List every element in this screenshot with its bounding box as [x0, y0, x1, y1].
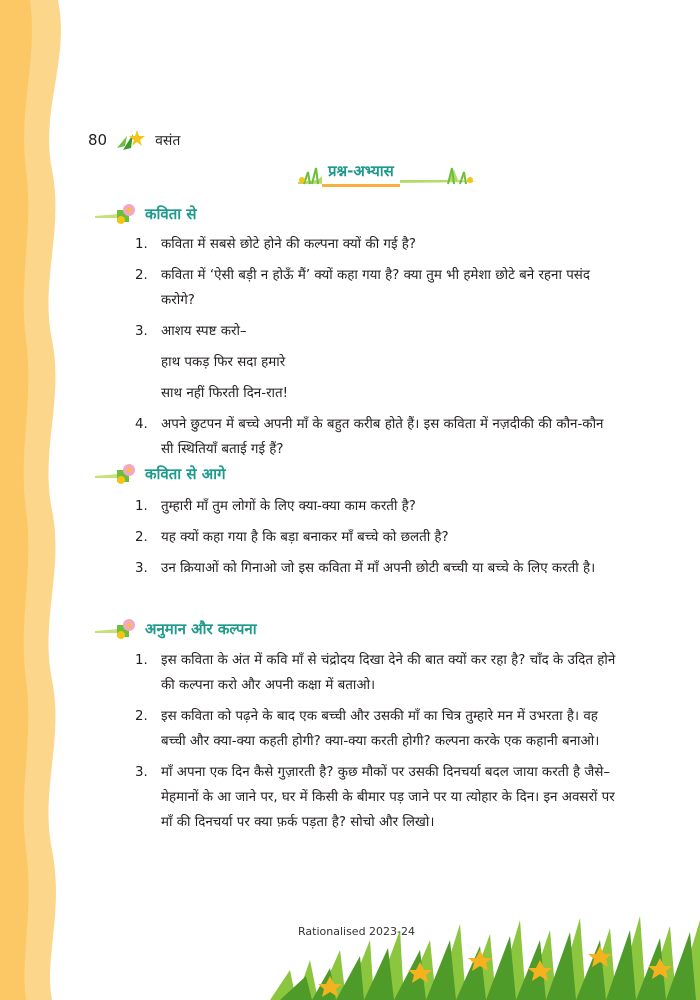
decorative-wave-band — [0, 0, 70, 1000]
main-title-banner — [300, 158, 460, 190]
question-text: माँ अपना एक दिन कैसे गुज़ारती है? कुछ मौकों पर उसकी दिनचर्या बदल जाया करती है जैसे–मेहमानों के आ जाने पर, घर में किसी के बीमार पड़ जाने पर या त्योहार के दिन। इन अवसरों पर माँ की दिनचर्या पर क्या फ़र्क पड़ता है? सोचो और लिखो। — [161, 765, 615, 830]
question-number: 4. — [135, 417, 148, 432]
question-number: 2. — [135, 709, 148, 724]
question-item — [135, 263, 619, 313]
question-number: 3. — [135, 765, 148, 780]
verse-line: हाथ पकड़ फिर सदा हमारे — [161, 355, 286, 370]
question-number: 1. — [135, 499, 148, 514]
grass-flowers-decoration — [270, 910, 700, 1000]
question-number: 2. — [135, 268, 148, 283]
section-title: कविता से — [145, 205, 197, 223]
question-text: कविता में ‘ऐसी बड़ी न होऊँ मैं’ क्यों कहा गया है? क्या तुम भी हमेशा छोटे बने रहना पसंद करोगे? — [161, 268, 590, 308]
question-text: इस कविता के अंत में कवि माँ से चंद्रोदय दिखा देने की बात क्यों कर रहा है? चाँद के उदित होने की कल्पना करो और अपनी कक्षा में बताओ। — [161, 653, 616, 693]
question-list-kavita-se — [135, 232, 619, 468]
question-number: 2. — [135, 530, 148, 545]
question-text: आशय स्पष्ट करो– — [161, 324, 247, 339]
question-list-anumaan-aur-kalpana — [135, 648, 619, 841]
verse-line: साथ नहीं फिरती दिन-रात! — [161, 386, 289, 401]
question-text: इस कविता को पढ़ने के बाद एक बच्ची और उसकी माँ का चित्र तुम्हारे मन में उभरता है। वह बच्ची और क्या-क्या कहती होगी? क्या-क्या करती होगी? कल्पना करके एक कहानी बनाओ। — [161, 709, 600, 749]
question-number: 1. — [135, 237, 148, 252]
section-heading-kavita-se-aage — [95, 462, 226, 486]
question-number: 3. — [135, 561, 148, 576]
rationalised-footer: Rationalised 2023-24 — [298, 925, 416, 938]
question-text: अपने छुटपन में बच्चे अपनी माँ के बहुत करीब होते हैं। इस कविता में नज़दीकी की कौन-कौन सी स्थितियाँ बताई गई हैं? — [161, 417, 604, 457]
main-title: प्रश्न-अभ्यास — [322, 158, 400, 187]
question-item — [135, 319, 619, 344]
question-item — [135, 760, 619, 835]
section-title: कविता से आगे — [145, 465, 226, 483]
question-text: यह क्यों कहा गया है कि बड़ा बनाकर माँ बच्चे को छलती है? — [161, 530, 449, 545]
section-title: अनुमान और कल्पना — [145, 620, 257, 638]
question-item — [135, 525, 619, 550]
question-number: 3. — [135, 324, 148, 339]
question-item — [135, 412, 619, 462]
book-name: वसंत — [155, 132, 181, 149]
page-header — [88, 128, 180, 152]
question-item — [135, 648, 619, 698]
flower-bunch-icon — [95, 202, 141, 226]
flower-bunch-icon — [95, 462, 141, 486]
question-text: कविता में सबसे छोटे होने की कल्पना क्यों की गई है? — [161, 237, 417, 252]
flower-icon — [115, 128, 147, 152]
question-item — [135, 494, 619, 519]
section-heading-kavita-se — [95, 202, 197, 226]
question-text: उन क्रियाओं को गिनाओ जो इस कविता में माँ अपनी छोटी बच्ची या बच्चे के लिए करती है। — [161, 561, 596, 576]
question-item — [135, 704, 619, 754]
question-list-kavita-se-aage — [135, 494, 619, 587]
flower-bunch-icon — [95, 617, 141, 641]
question-item — [135, 556, 619, 581]
question-item — [135, 232, 619, 257]
page-number: 80 — [88, 131, 108, 149]
question-number: 1. — [135, 653, 148, 668]
section-heading-anumaan-aur-kalpana — [95, 617, 257, 641]
question-text: तुम्हारी माँ तुम लोगों के लिए क्या-क्या काम करती है? — [161, 499, 416, 514]
